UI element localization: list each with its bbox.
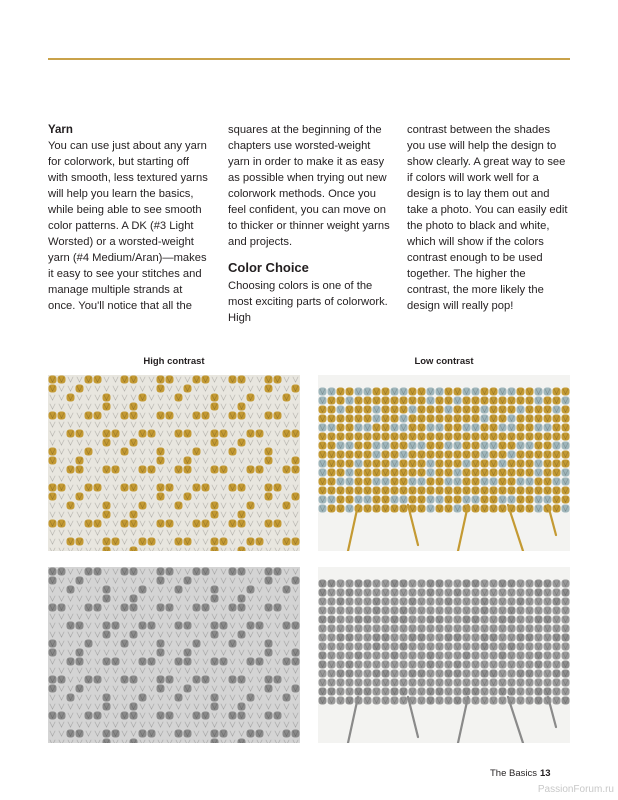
- yarn-heading: Yarn: [48, 124, 73, 136]
- yarn-text-continued: squares at the beginning of the chapters use worsted-weight yarn in order to make it as easy as possible when trying out new colorwork methods. Once you feel confident, you can move on to thicker or thinner weight yarns and projects.: [228, 124, 390, 248]
- color-choice-text: Choosing colors is one of the most exciting parts of colorwork. High: [228, 280, 388, 324]
- low-contrast-grayscale-swatch: [318, 567, 570, 743]
- high-contrast-grayscale-swatch: [48, 567, 300, 743]
- folio-label: The Basics: [490, 768, 537, 779]
- high-contrast-caption: High contrast: [143, 356, 205, 367]
- column-3: [407, 122, 569, 314]
- low-contrast-color-swatch: [318, 375, 570, 551]
- page-folio: [490, 768, 551, 779]
- yarn-text: You can use just about any yarn for colorwork, but starting off with smooth, less textured yarns will help you learn the basics, while being able to see smooth color patterns. A DK (#3 Light Worsted) or a worsted-weight yarn (#4 Medium/Aran)—makes it easy to see your stitches and manage multiple strands at once. You'll notice that all the: [48, 140, 208, 312]
- page-number: 13: [540, 768, 551, 779]
- color-choice-heading: Color Choice: [228, 260, 309, 275]
- column-1: [48, 122, 210, 314]
- header-rule: [48, 58, 570, 60]
- color-choice-text-continued: contrast between the shades you use will help the design to show clearly. A great way to see if colors will work well for a design is to lay them out and take a photo. You can easily edit the photo to black and white, which will show if the colors contrast enough to be used together. The higher the contrast, the more likely the design will really pop!: [407, 124, 568, 312]
- low-contrast-caption: Low contrast: [414, 356, 474, 367]
- high-contrast-color-swatch: [48, 375, 300, 551]
- column-2: [228, 122, 390, 326]
- watermark: PassionForum.ru: [537, 784, 614, 795]
